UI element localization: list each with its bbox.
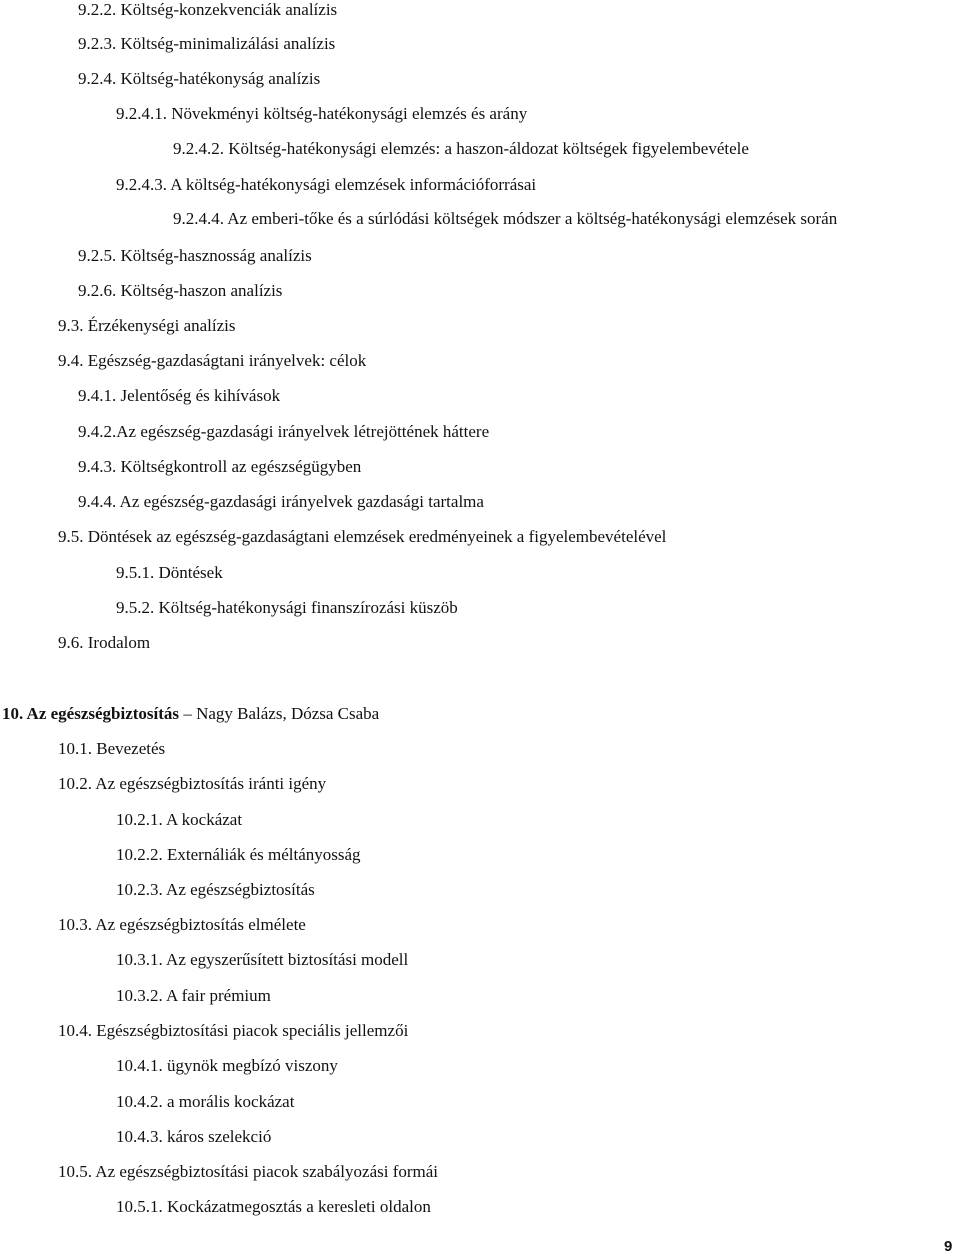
toc-entry-9-2-6: 9.2.6. Költség-haszon analízis — [78, 281, 283, 300]
toc-entry-10-2: 10.2. Az egészségbiztosítás iránti igény — [58, 774, 327, 793]
toc-entry-9-4-3: 9.4.3. Költségkontroll az egészségügyben — [78, 457, 362, 476]
toc-entry-10-4-1: 10.4.1. ügynök megbízó viszony — [116, 1056, 338, 1075]
toc-entry-9-5-2: 9.5.2. Költség-hatékonysági finanszírozási küszöb — [116, 598, 458, 617]
toc-entry-10-4-3: 10.4.3. káros szelekció — [116, 1127, 272, 1146]
chapter-title: 10. Az egészségbiztosítás — [2, 704, 180, 723]
toc-entry-10-5-1: 10.5.1. Kockázatmegosztás a keresleti oldalon — [116, 1197, 431, 1216]
page-number: 9 — [944, 1238, 953, 1255]
toc-chapter-10 — [2, 704, 379, 724]
toc-entry-10-3: 10.3. Az egészségbiztosítás elmélete — [58, 915, 306, 934]
toc-entry-10-4: 10.4. Egészségbiztosítási piacok speciális jellemzői — [58, 1021, 409, 1040]
toc-entry-10-3-2: 10.3.2. A fair prémium — [116, 986, 271, 1005]
toc-entry-9-5-1: 9.5.1. Döntések — [116, 563, 223, 582]
toc-entry-9-5: 9.5. Döntések az egészség-gazdaságtani elemzések eredményeinek a figyelembevételével — [58, 527, 667, 546]
toc-entry-9-2-2: 9.2.2. Költség-konzekvenciák analízis — [78, 0, 338, 19]
toc-entry-9-2-4: 9.2.4. Költség-hatékonyság analízis — [78, 69, 321, 88]
toc-entry-10-1: 10.1. Bevezetés — [58, 739, 166, 758]
toc-entry-9-2-5: 9.2.5. Költség-hasznosság analízis — [78, 246, 312, 265]
toc-entry-10-2-2: 10.2.2. Externáliák és méltányosság — [116, 845, 361, 864]
toc-entry-9-4-4: 9.4.4. Az egészség-gazdasági irányelvek gazdasági tartalma — [78, 492, 484, 511]
toc-entry-10-4-2: 10.4.2. a morális kockázat — [116, 1092, 295, 1111]
toc-entry-9-2-4-2: 9.2.4.2. Költség-hatékonysági elemzés: a haszon-áldozat költségek figyelembevétele — [173, 139, 749, 158]
toc-entry-9-4-1: 9.4.1. Jelentőség és kihívások — [78, 386, 281, 405]
toc-entry-9-4-2: 9.4.2.Az egészség-gazdasági irányelvek létrejöttének háttere — [78, 422, 490, 441]
toc-entry-9-6: 9.6. Irodalom — [58, 633, 151, 652]
toc-entry-9-2-4-4: 9.2.4.4. Az emberi-tőke és a súrlódási költségek módszer a költség-hatékonysági elemzések során — [173, 209, 838, 228]
toc-entry-9-2-4-1: 9.2.4.1. Növekményi költség-hatékonysági elemzés és arány — [116, 104, 528, 123]
toc-entry-10-2-3: 10.2.3. Az egészségbiztosítás — [116, 880, 315, 899]
toc-entry-10-5: 10.5. Az egészségbiztosítási piacok szabályozási formái — [58, 1162, 439, 1181]
toc-entry-9-3: 9.3. Érzékenységi analízis — [58, 316, 236, 335]
chapter-authors: – Nagy Balázs, Dózsa Csaba — [183, 704, 380, 723]
toc-entry-9-4: 9.4. Egészség-gazdaságtani irányelvek: célok — [58, 351, 367, 370]
toc-entry-9-2-4-3: 9.2.4.3. A költség-hatékonysági elemzések információforrásai — [116, 175, 537, 194]
toc-entry-10-2-1: 10.2.1. A kockázat — [116, 810, 243, 829]
toc-entry-9-2-3: 9.2.3. Költség-minimalizálási analízis — [78, 34, 336, 53]
toc-entry-10-3-1: 10.3.1. Az egyszerűsített biztosítási modell — [116, 950, 409, 969]
